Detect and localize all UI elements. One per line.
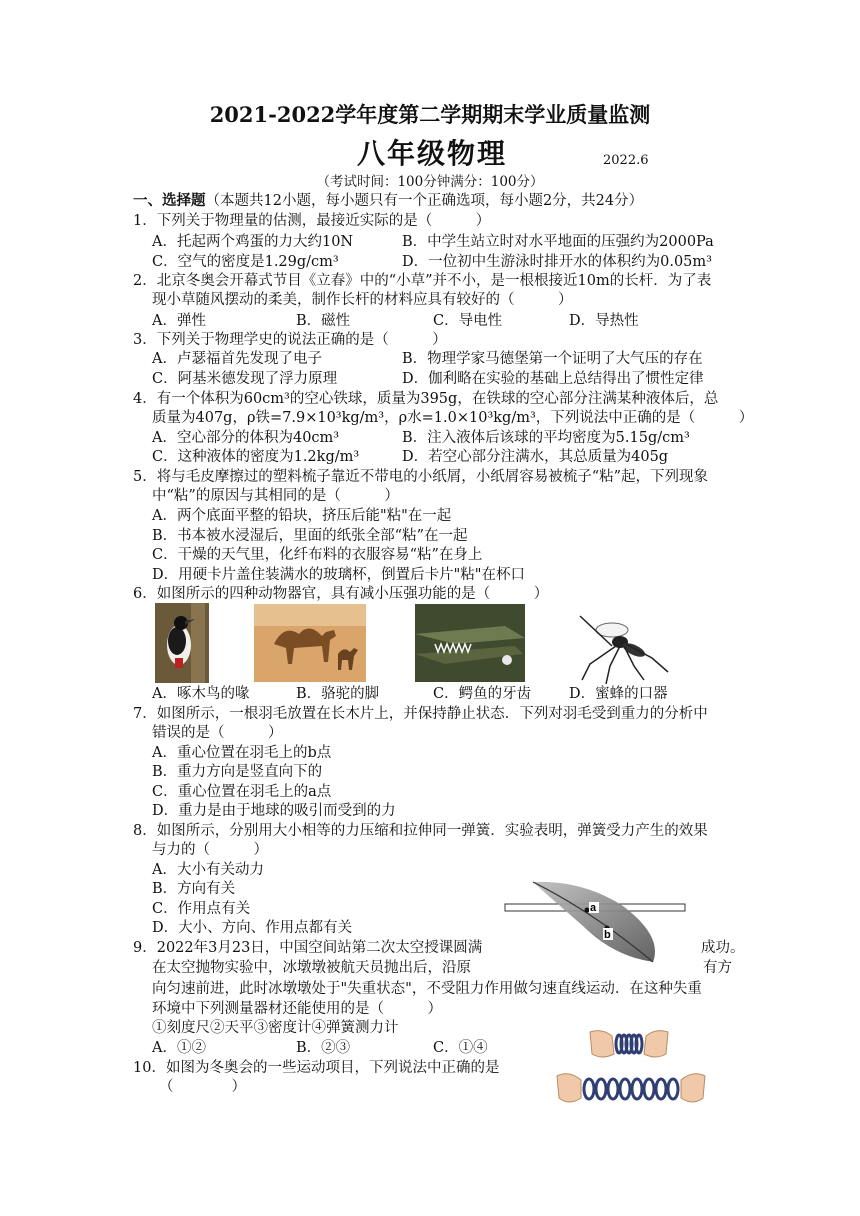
feather-point-b-label: b: [604, 929, 611, 941]
stretched-spring-figure: [555, 1066, 707, 1110]
q8-option-d: D．大小、方向、作用点都有关: [152, 920, 353, 936]
camel-image: [254, 604, 366, 682]
q2-option-c: C．导电性: [433, 313, 503, 329]
q8-option-b: B．方向有关: [152, 881, 236, 897]
q2-option-d: D．导热性: [569, 313, 639, 329]
q2-option-b: B．磁性: [296, 313, 351, 329]
question-8-line2: 与力的（ ）: [152, 842, 268, 858]
section-heading: [133, 191, 643, 211]
q7-option-a: A．重心位置在羽毛上的b点: [152, 745, 332, 761]
q5-option-a: A．两个底面平整的铅块，挤压后能"粘"在一起: [152, 508, 452, 524]
q4-option-b: B．注入液体后该球的平均密度为5.15g/cm³: [402, 430, 690, 446]
q9-option-a: A．①②: [152, 1040, 206, 1056]
question-9-line2: 在太空抛物实验中，冰墩墩被航天员抛出后，沿原: [152, 960, 471, 976]
q7-option-b: B．重力方向是竖直向下的: [152, 764, 323, 780]
feather-point-a-label: a: [590, 902, 597, 914]
question-4-line2: 质量为407g，ρ铁=7.9×10³kg/m³，ρ水=1.0×10³kg/m³，下列说法中正确的是（ ）: [152, 410, 754, 426]
q8-option-a: A．大小有关动力: [152, 862, 264, 878]
q8-option-c: C．作用点有关: [152, 901, 251, 917]
question-9-line1-end: 成功。: [701, 940, 745, 956]
q1-option-b: B．中学生站立时对水平地面的压强约为2000Pa: [402, 234, 714, 250]
q6-option-d: D．蜜蜂的口器: [569, 686, 668, 702]
q6-option-a: A．啄木鸟的喙: [152, 686, 250, 702]
q4-option-c: C．这种液体的密度为1.2kg/m³: [152, 449, 360, 465]
section-desc: （本题共12小题，每小题只有一个正确选项，每小题2分，共24分）: [205, 193, 644, 209]
question-5-line1: 5．将与毛皮摩擦过的塑料梳子靠近不带电的小纸屑，小纸屑容易被梳子“粘”起，下列现象: [133, 469, 709, 485]
q9-option-c: C．①④: [433, 1040, 488, 1056]
q5-option-d: D．用硬卡片盖住装满水的玻璃杯，倒置后卡片"粘"在杯口: [152, 567, 525, 583]
section-label: 一、选择题: [133, 192, 206, 209]
exam-info: （考试时间：100分钟满分：100分）: [316, 174, 544, 190]
question-9-line2-end: 有方: [703, 960, 732, 976]
question-4-line1: 4．有一个体积为60cm³的空心铁球，质量为395g，在铁球的空心部分注满某种液体后，总: [133, 391, 719, 407]
question-9-items: ①刻度尺②天平③密度计④弹簧测力计: [152, 1020, 399, 1036]
question-2-line1: 2．北京冬奥会开幕式节目《立春》中的“小草”并不小，是一根根接近10m的长杆．为了表: [133, 273, 712, 289]
question-9-line3: 向匀速前进，此时冰墩墩处于"失重状态"，不受阻力作用做匀速直线运动．在这种失重: [152, 981, 702, 997]
q3-option-c: C．阿基米德发现了浮力原理: [152, 371, 338, 387]
question-2-line2: 现小草随风摆动的柔美，制作长杆的材料应具有较好的（ ）: [152, 292, 573, 308]
crocodile-image: [415, 604, 525, 682]
q3-option-b: B．物理学家马德堡第一个证明了大气压的存在: [402, 351, 703, 367]
mosquito-image: [560, 600, 674, 686]
question-8-line1: 8．如图所示，分别用大小相等的力压缩和拉伸同一弹簧．实验表明，弹簧受力产生的效果: [133, 823, 708, 839]
q4-option-a: A．空心部分的体积为40cm³: [152, 430, 340, 446]
question-10-line1: 10．如图为冬奥会的一些运动项目，下列说法中正确的是: [133, 1060, 500, 1076]
q7-option-c: C．重心位置在羽毛上的a点: [152, 784, 332, 800]
q4-option-d: D．若空心部分注满水，其总质量为405g: [402, 449, 669, 465]
q1-option-d: D．一位初中生游泳时排开水的体积约为0.05m³: [402, 254, 712, 270]
woodpecker-image: [155, 603, 209, 683]
feather-figure: [503, 876, 687, 966]
q1-option-c: C．空气的密度是1.29g/cm³: [152, 254, 339, 270]
question-9-line4: 环境中下列测量器材还能使用的是（ ）: [152, 1001, 442, 1017]
q7-option-d: D．重力是由于地球的吸引而受到的力: [152, 803, 396, 819]
q6-option-c: C．鳄鱼的牙齿: [433, 686, 532, 702]
question-10-line2: （ ）: [159, 1079, 246, 1095]
q6-option-b: B．骆驼的脚: [296, 686, 380, 702]
question-7-line1: 7．如图所示，一根羽毛放置在长木片上，并保持静止状态．下列对羽毛受到重力的分析中: [133, 706, 708, 722]
q9-option-b: B．②③: [296, 1040, 351, 1056]
question-5-line2: 中“粘”的原因与其相同的是（ ）: [152, 488, 399, 504]
question-3: 3．下列关于物理学史的说法正确的是（ ）: [133, 332, 447, 348]
exam-title: 2021-2022学年度第二学期期末学业质量监测: [209, 102, 651, 127]
q2-option-a: A．弹性: [152, 313, 206, 329]
q3-option-a: A．卢瑟福首先发现了电子: [152, 351, 322, 367]
q5-option-c: C．干燥的天气里，化纤布料的衣服容易“粘”在身上: [152, 547, 483, 563]
question-9-line1: 9．2022年3月23日，中国空间站第二次太空授课圆满: [133, 940, 483, 956]
q1-option-a: A．托起两个鸡蛋的力大约10N: [152, 234, 354, 250]
question-7-line2: 错误的是（ ）: [152, 725, 283, 741]
exam-subject: 八年级物理: [357, 137, 508, 170]
question-1: 1．下列关于物理量的估测，最接近实际的是（ ）: [133, 213, 491, 229]
question-6: 6．如图所示的四种动物器官，具有减小压强功能的是（ ）: [133, 586, 549, 602]
q3-option-d: D．伽利略在实验的基础上总结得出了惯性定律: [402, 371, 704, 387]
q5-option-b: B．书本被水浸湿后，里面的纸张全部“粘”在一起: [152, 528, 468, 544]
compressed-spring-figure: [588, 1026, 670, 1062]
exam-date: 2022.6: [603, 153, 649, 168]
